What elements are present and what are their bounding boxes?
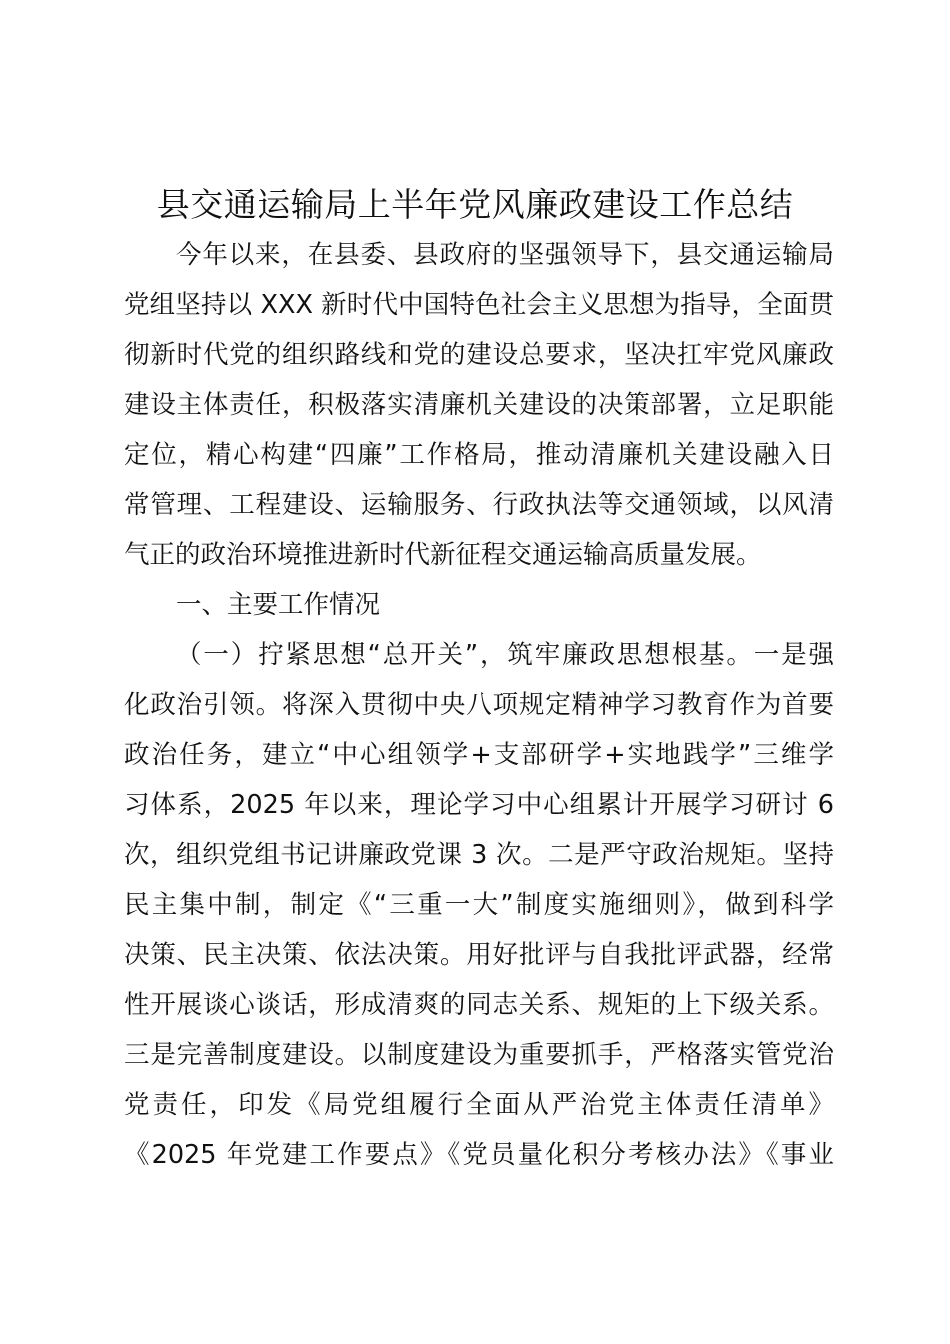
document-body [124, 230, 834, 1180]
paragraph-line: 民主集中制，制定《“三重一大”制度实施细则》，做到科学 [124, 890, 834, 920]
paragraph-line: 常管理、工程建设、运输服务、行政执法等交通领域，以风清 [124, 490, 834, 520]
paragraph-line: 定位，精心构建“四廉”工作格局，推动清廉机关建设融入日 [124, 440, 834, 470]
document-title: 县交通运输局上半年党风廉政建设工作总结 [156, 185, 794, 224]
paragraph-line: 习体系，2025 年以来，理论学习中心组累计开展学习研讨 6 [124, 790, 834, 820]
paragraph-line: 党责任，印发《局党组履行全面从严治党主体责任清单》 [124, 1090, 834, 1120]
paragraph-line: （一）拧紧思想“总开关”，筑牢廉政思想根基。一是强 [176, 640, 834, 670]
paragraph-line: 化政治引领。将深入贯彻中央八项规定精神学习教育作为首要 [124, 690, 834, 720]
paragraph-line: 彻新时代党的组织路线和党的建设总要求，坚决扛牢党风廉政 [124, 340, 834, 370]
paragraph-line: 性开展谈心谈话，形成清爽的同志关系、规矩的上下级关系。 [124, 990, 834, 1020]
paragraph-line: 《2025 年党建工作要点》《党员量化积分考核办法》《事业 [124, 1140, 834, 1170]
paragraph-line: 决策、民主决策、依法决策。用好批评与自我批评武器，经常 [124, 940, 834, 970]
section-heading: 一、主要工作情况 [176, 590, 381, 620]
paragraph-line: 党组坚持以 XXX 新时代中国特色社会主义思想为指导，全面贯 [124, 290, 834, 320]
paragraph-line: 气正的政治环境推进新时代新征程交通运输高质量发展。 [124, 540, 762, 570]
paragraph-line: 次，组织党组书记讲廉政党课 3 次。二是严守政治规矩。坚持 [124, 840, 834, 870]
paragraph-line: 政治任务，建立“中心组领学+支部研学+实地践学”三维学 [124, 740, 834, 770]
paragraph-line: 建设主体责任，积极落实清廉机关建设的决策部署，立足职能 [124, 390, 834, 420]
paragraph-line: 今年以来，在县委、县政府的坚强领导下，县交通运输局 [176, 240, 834, 270]
paragraph-line: 三是完善制度建设。以制度建设为重要抓手，严格落实管党治 [124, 1040, 834, 1070]
